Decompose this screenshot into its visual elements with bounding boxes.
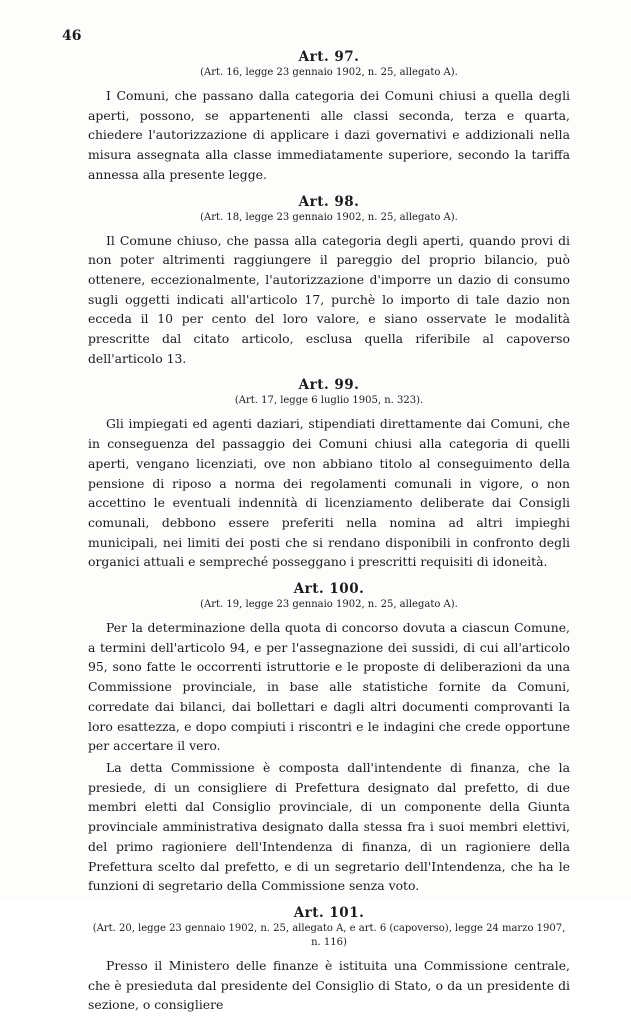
article-101 xyxy=(88,904,570,1015)
article-reference: (Art. 16, legge 23 gennaio 1902, n. 25, allegato A). xyxy=(200,67,458,78)
article-paragraph: La detta Commissione è composta dall'intendente di finanza, che la presiede, di un consigliere di Prefettura designato dal prefetto, di due membri eletti dal Consiglio provinciale, di un componente della Giunta provinciale amministrativa designato dalla stessa fra i suoi membri elettivi, del primo ragioniere dell'Intendenza di finanza, di un ragioniere della Prefettura scelto dal prefetto, e di un segretario dell'Intendenza, che ha le funzioni di segretario della Commissione senza voto. xyxy=(88,759,570,894)
article-paragraph: Il Comune chiuso, che passa alla categoria degli aperti, quando provi di non poter altrimenti raggiungere il pareggio del proprio bilancio, può ottenere, eccezionalmente, l'autorizzazione d'imporre un dazio di consumo sugli oggetti indicati all'articolo 17, purchè lo importo di tale dazio non ecceda il 10 per cento del loro valore, e siano osservate le modalità prescritte dal citato articolo, esclusa quella riferibile al capoverso dell'articolo 13. xyxy=(88,232,570,366)
article-title: Art. 99. xyxy=(298,377,360,394)
article-paragraph: Gli impiegati ed agenti daziari, stipendiati direttamente dai Comuni, che in conseguenza del passaggio dei Comuni chiusi alla categoria di quelli aperti, vengano licenziati, ove non abbiano titolo al conseguimento della pensione di riposo a norma dei regolamenti comunali in vigore, o non accettino le eventuali indennità di licenziamento deliberate dai Consigli comunali, debbono essere preferiti nella nomina ad altri impieghi municipali, nei limiti dei posti che si rendano disponibili in confronto degli organici attuali e sempreché posseggano i prescritti requisiti di idoneità. xyxy=(88,416,570,570)
page-content xyxy=(88,48,570,1023)
article-title: Art. 98. xyxy=(298,193,360,210)
article-reference: (Art. 17, legge 6 luglio 1905, n. 323). xyxy=(234,395,424,407)
article-reference: (Art. 19, legge 23 gennaio 1902, n. 25, allegato A). xyxy=(200,599,458,611)
article-paragraph: I Comuni, che passano dalla categoria dei Comuni chiusi a quella degli aperti, possono, se appartenenti alle classi seconda, terza e quarta, chiedere l'autorizzazione di applicare i dazi governativi e addizionali nella misura assegnata alla classe immediatamente superiore, secondo la tariffa annessa alla presente legge. xyxy=(88,88,570,182)
article-97 xyxy=(88,48,570,185)
article-reference: (Art. 20, legge 23 gennaio 1902, n. 25, allegato A, e art. 6 (capoverso), legge 24 marzo 1907, n. 116) xyxy=(92,922,566,948)
article-99 xyxy=(88,376,570,572)
article-title: Art. 101. xyxy=(293,904,365,921)
article-paragraph: Per la determinazione della quota di concorso dovuta a ciascun Comune, a termini dell'articolo 94, e per l'assegnazione dei sussidi, di cui all'articolo 95, sono fatte le occorrenti istruttorie e le proposte di deliberazioni da una Commissione provinciale, in base alle statistiche fornite da Comuni, corredate dai bilanci, dai bollettari e dagli altri documenti comprovanti la loro esattezza, e dopo compiuti i riscontri e le indagini che crede opportune per accertare il vero. xyxy=(88,620,570,754)
article-98 xyxy=(88,193,570,369)
article-title: Art. 97. xyxy=(298,49,360,65)
article-title: Art. 100. xyxy=(293,581,365,598)
article-reference: (Art. 18, legge 23 gennaio 1902, n. 25, allegato A). xyxy=(200,211,458,223)
page-number: 46 xyxy=(62,28,82,44)
article-100 xyxy=(88,580,570,896)
article-paragraph: Presso il Ministero delle finanze è istituita una Commissione centrale, che è presieduta dal presidente del Consiglio di Stato, o da un presidente di sezione, o consigliere xyxy=(88,957,570,1013)
